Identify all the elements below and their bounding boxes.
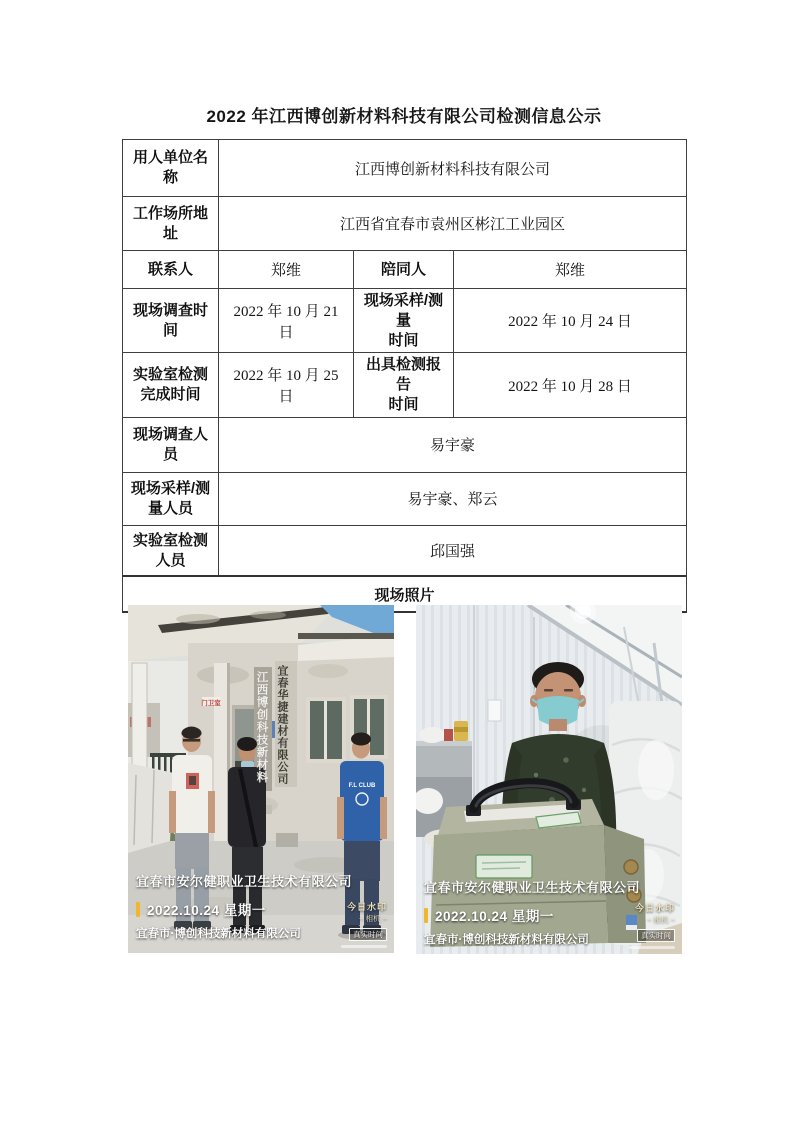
site-photos [122,605,686,957]
table-row-contact [123,251,687,289]
photos-header: 现场照片 [123,576,687,612]
address-value: 江西省宜春市袁州区彬江工业园区 [219,197,687,251]
gatehouse-door-sign: 门卫室 [201,700,221,707]
table-row-sampler [123,472,687,525]
watermark-date: 2022.10.24 星期一 [147,903,266,918]
vertical-sign-huajie: 宜春华捷建材有限公司 [276,665,288,785]
lab-staff-value: 邱国强 [219,525,687,576]
report-time-label: 出具检测报告 时间 [354,353,454,417]
contact-value: 郑维 [219,251,354,289]
survey-time-value: 2022 年 10 月 21 日 [219,289,354,353]
table-row-survey-time [123,289,687,353]
site-photo-gate [128,605,394,953]
sampling-time-label: 现场采样/测量 时间 [354,289,454,353]
site-photo-indoor [416,605,682,954]
report-time-value: 2022 年 10 月 28 日 [454,353,687,417]
watermark-date: 2022.10.24 星期一 [435,909,554,924]
public-notice-document [122,0,686,613]
inspection-info-table [122,139,687,613]
table-row-employer [123,140,687,197]
watermark-brand-subtitle: ~ 相机 ~ [647,915,675,924]
employer-label: 用人单位名称 [123,140,219,197]
watermark-company: 宜春市安尔健职业卫生技术有限公司 [424,880,641,895]
sampler-value: 易宇豪、郑云 [219,472,687,525]
table-row-lab-time [123,353,687,417]
watermark-client: 宜春市·博创科技新材料有限公司 [136,928,301,940]
shirt-print-text: F.L CLUB [348,783,376,789]
contact-label: 联系人 [123,251,219,289]
sampler-label: 现场采样/测量人员 [123,472,219,525]
employer-value: 江西博创新材料科技有限公司 [219,140,687,197]
table-row-lab-staff [123,525,687,576]
watermark-brand-subtitle: ~ 相机 ~ [359,914,387,923]
indoor-scene [416,605,682,954]
table-row-surveyor [123,417,687,472]
lab-finish-label: 实验室检测完成时间 [123,353,219,417]
survey-time-label: 现场调查时间 [123,289,219,353]
surveyor-label: 现场调查人员 [123,417,219,472]
lab-finish-value: 2022 年 10 月 25 日 [219,353,354,417]
watermark-client: 宜春市·博创科技新材料有限公司 [424,934,589,946]
watermark-authentic-badge: 真实时间 [349,928,387,941]
vertical-sign-bochuang: 江西博创科技新材料 [255,671,268,784]
watermark-brand-title: 今日水印 [346,902,387,912]
watermark-brand-title: 今日水印 [634,903,675,913]
surveyor-value: 易宇豪 [219,417,687,472]
table-row-address [123,197,687,251]
watermark-authentic-badge: 真实时间 [637,929,675,942]
lab-staff-label: 实验室检测人员 [123,525,219,576]
companion-value: 郑维 [454,251,687,289]
companion-label: 陪同人 [354,251,454,289]
address-label: 工作场所地址 [123,197,219,251]
page-title: 2022 年江西博创新材料科技有限公司检测信息公示 [206,107,602,126]
watermark-company: 宜春市安尔健职业卫生技术有限公司 [136,874,353,889]
sampling-time-value: 2022 年 10 月 24 日 [454,289,687,353]
